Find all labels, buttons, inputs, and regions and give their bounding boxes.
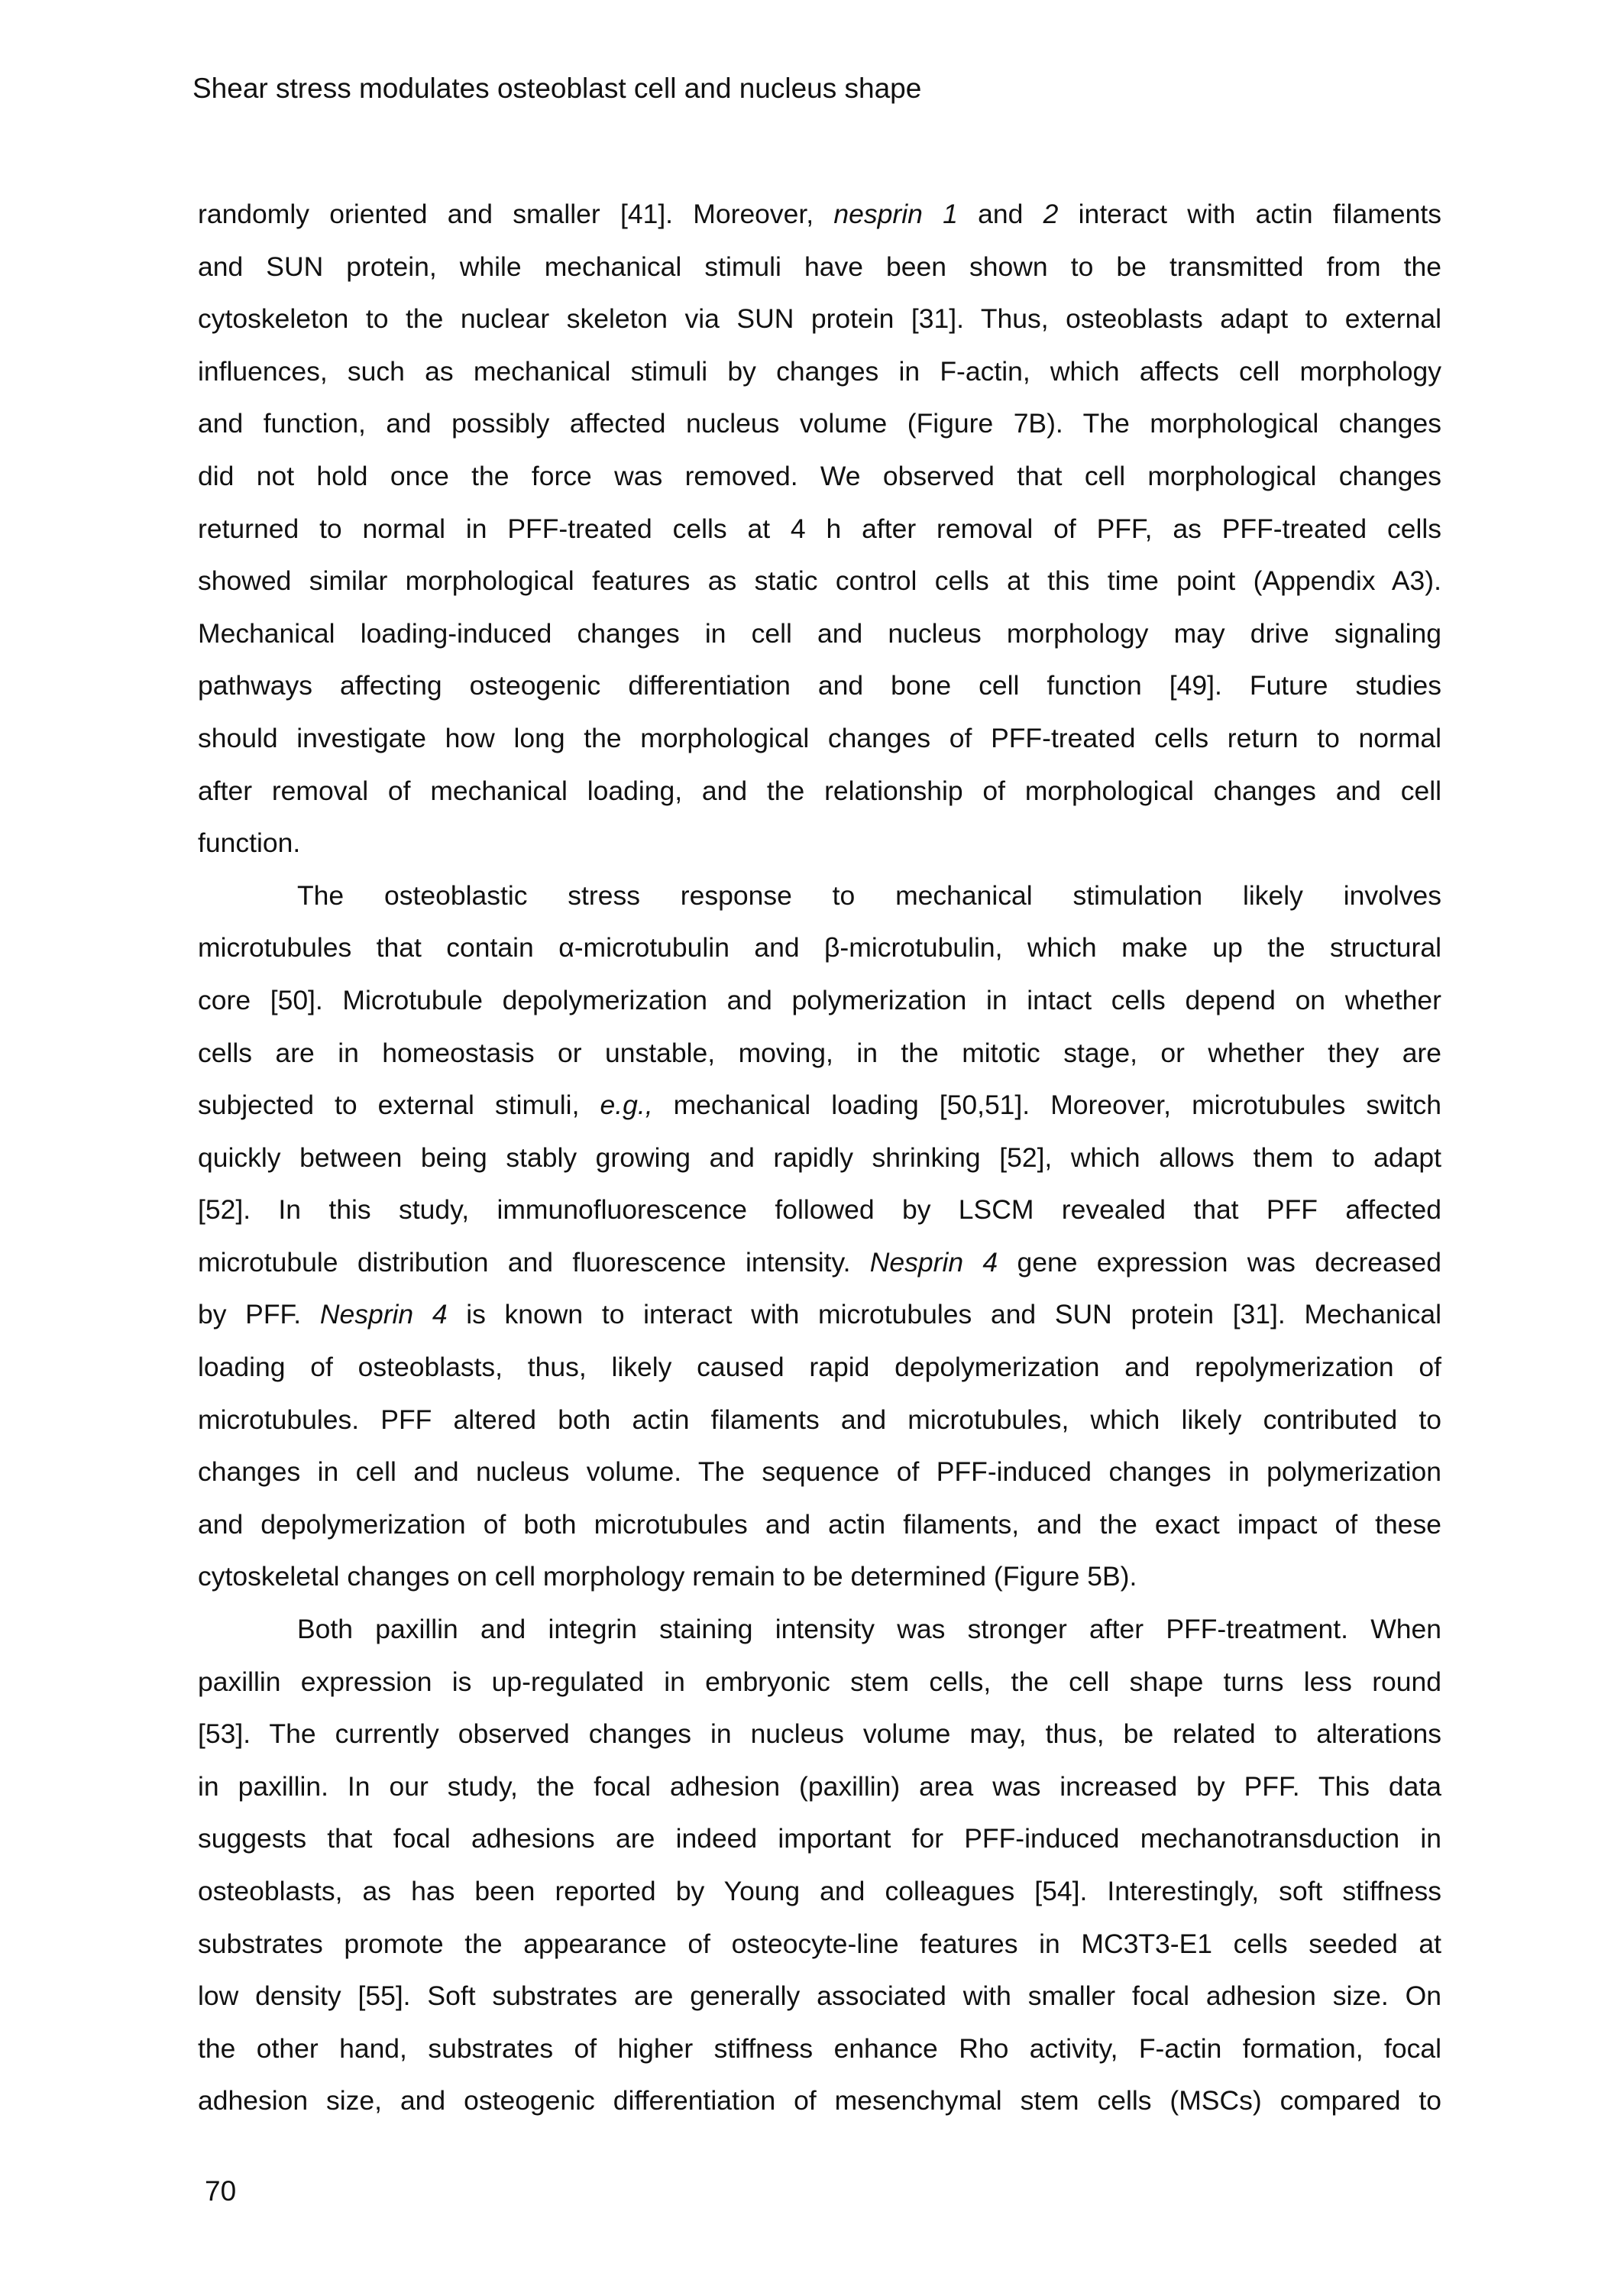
italic-term: e.g.,: [600, 1090, 653, 1121]
running-header: Shear stress modulates osteoblast cell and nucleus shape: [192, 73, 922, 104]
text-line: [198, 1708, 1441, 1760]
text-line: [198, 1027, 1441, 1080]
text-line: [198, 765, 1441, 818]
text-line: [198, 345, 1441, 398]
text-line: [198, 1236, 1441, 1289]
text-segment: microtubules that contain α-microtubulin and β-microtubulin, which make up the structural: [198, 932, 1441, 964]
text-line: [198, 450, 1441, 503]
text-line: [198, 1603, 1441, 1656]
paragraph: [198, 188, 1441, 870]
text-line: [198, 712, 1441, 765]
text-line: [198, 1918, 1441, 1971]
text-segment: pathways affecting osteogenic differentiation and bone cell function [49]. Future studies: [198, 670, 1441, 701]
text-segment: in paxillin. In our study, the focal adhesion (paxillin) area was increased by PFF. This data: [198, 1770, 1441, 1802]
text-line: [198, 870, 1441, 922]
text-segment: cells are in homeostasis or unstable, moving, in the mitotic stage, or whether they are: [198, 1037, 1441, 1068]
paragraph: [198, 1603, 1441, 2127]
text-line: [198, 2023, 1441, 2075]
page-number: 70: [205, 2175, 237, 2207]
text-segment: [52]. In this study, immunofluorescence followed by LSCM revealed that PFF affected: [198, 1194, 1441, 1226]
text-line: [198, 1394, 1441, 1446]
text-segment: [53]. The currently observed changes in nucleus volume may, thus, be related to alterations: [198, 1718, 1441, 1750]
italic-term: nesprin 1: [833, 199, 958, 229]
text-segment: did not hold once the force was removed. We observed that cell morphological changes: [198, 460, 1441, 491]
text-segment: osteoblasts, as has been reported by Young and colleagues [54]. Interestingly, soft stiffness: [198, 1876, 1441, 1906]
text-segment: by PFF.: [198, 1299, 320, 1330]
text-segment: is known to interact with microtubules and SUN protein [31]. Mechanical: [447, 1299, 1442, 1330]
text-segment: after removal of mechanical loading, and the relationship of morphological changes and cell: [198, 775, 1441, 806]
text-segment: subjected to external stimuli,: [198, 1090, 600, 1121]
text-line: [198, 397, 1441, 450]
text-line: [198, 503, 1441, 555]
text-segment: gene expression was decreased: [998, 1246, 1441, 1278]
text-segment: and depolymerization of both microtubules and actin filaments, and the exact impact of these: [198, 1508, 1441, 1540]
text-segment: should investigate how long the morphological changes of PFF-treated cells return to normal: [198, 722, 1441, 753]
text-line: [198, 2074, 1441, 2127]
text-line: [198, 1812, 1441, 1865]
text-line: [198, 1656, 1441, 1708]
italic-term: 2: [1043, 199, 1059, 229]
text-line: [198, 1184, 1441, 1236]
text-line: [198, 1498, 1441, 1551]
text-segment: substrates promote the appearance of osteocyte-line features in MC3T3-E1 cells seeded at: [198, 1928, 1441, 1959]
text-segment: low density [55]. Soft substrates are generally associated with smaller focal adhesion size. On: [198, 1980, 1441, 2012]
text-segment: paxillin expression is up-regulated in embryonic stem cells, the cell shape turns less round: [198, 1666, 1441, 1697]
text-line: [198, 817, 1441, 870]
text-line: [198, 1341, 1441, 1394]
text-line: [198, 1865, 1441, 1918]
text-segment: mechanical loading [50,51]. Moreover, microtubules switch: [652, 1090, 1441, 1121]
text-segment: cytoskeleton to the nuclear skeleton via SUN protein [31]. Thus, osteoblasts adapt to external: [198, 303, 1441, 335]
text-line: [198, 293, 1441, 345]
text-line: [198, 1132, 1441, 1184]
text-segment: returned to normal in PFF-treated cells at 4 h after removal of PFF, as PFF-treated cells: [198, 513, 1441, 544]
text-segment: interact with actin filaments: [1058, 199, 1441, 229]
text-segment: The osteoblastic stress response to mechanical stimulation likely involves: [297, 879, 1441, 911]
text-segment: core [50]. Microtubule depolymerization and polymerization in intact cells depend on whether: [198, 984, 1441, 1015]
text-segment: Mechanical loading-induced changes in cell and nucleus morphology may drive signaling: [198, 617, 1441, 649]
text-segment: randomly oriented and smaller [41]. Moreover,: [198, 199, 834, 229]
body-text: [198, 188, 1441, 2127]
text-segment: cytoskeletal changes on cell morphology remain to be determined (Figure 5B).: [198, 1561, 1137, 1592]
italic-term: Nesprin 4: [869, 1246, 998, 1278]
italic-term: Nesprin 4: [319, 1299, 448, 1330]
text-line: [198, 188, 1441, 241]
paragraph: [198, 870, 1441, 1603]
text-line: [198, 1446, 1441, 1498]
text-segment: suggests that focal adhesions are indeed important for PFF-induced mechanotransduction in: [198, 1823, 1441, 1854]
text-line: [198, 1079, 1441, 1132]
text-line: [198, 1760, 1441, 1813]
text-line: [198, 1970, 1441, 2023]
text-line: [198, 659, 1441, 712]
text-segment: the other hand, substrates of higher stiffness enhance Rho activity, F-actin formation, focal: [198, 2032, 1441, 2064]
text-segment: quickly between being stably growing and rapidly shrinking [52], which allows them to adapt: [198, 1142, 1441, 1173]
text-line: [198, 555, 1441, 607]
text-segment: function.: [198, 827, 301, 859]
text-line: [198, 974, 1441, 1027]
text-segment: changes in cell and nucleus volume. The sequence of PFF-induced changes in polymerization: [198, 1456, 1441, 1488]
text-segment: showed similar morphological features as static control cells at this time point (Appendix A3).: [198, 565, 1441, 597]
text-segment: microtubule distribution and fluorescence intensity.: [198, 1246, 870, 1278]
text-segment: Both paxillin and integrin staining intensity was stronger after PFF-treatment. When: [297, 1614, 1441, 1645]
text-segment: and: [957, 199, 1043, 229]
text-line: [198, 241, 1441, 293]
text-line: [198, 921, 1441, 974]
text-line: [198, 1288, 1441, 1341]
text-segment: influences, such as mechanical stimuli by changes in F-actin, which affects cell morphology: [198, 355, 1441, 387]
text-segment: adhesion size, and osteogenic differentiation of mesenchymal stem cells (MSCs) compared to: [198, 2085, 1441, 2116]
text-segment: microtubules. PFF altered both actin filaments and microtubules, which likely contributed to: [198, 1404, 1441, 1435]
text-line: [198, 1550, 1441, 1603]
text-segment: and SUN protein, while mechanical stimuli have been shown to be transmitted from the: [198, 251, 1441, 282]
text-line: [198, 607, 1441, 660]
text-segment: and function, and possibly affected nucleus volume (Figure 7B). The morphological changes: [198, 408, 1441, 439]
text-segment: loading of osteoblasts, thus, likely caused rapid depolymerization and repolymerization of: [198, 1352, 1441, 1383]
